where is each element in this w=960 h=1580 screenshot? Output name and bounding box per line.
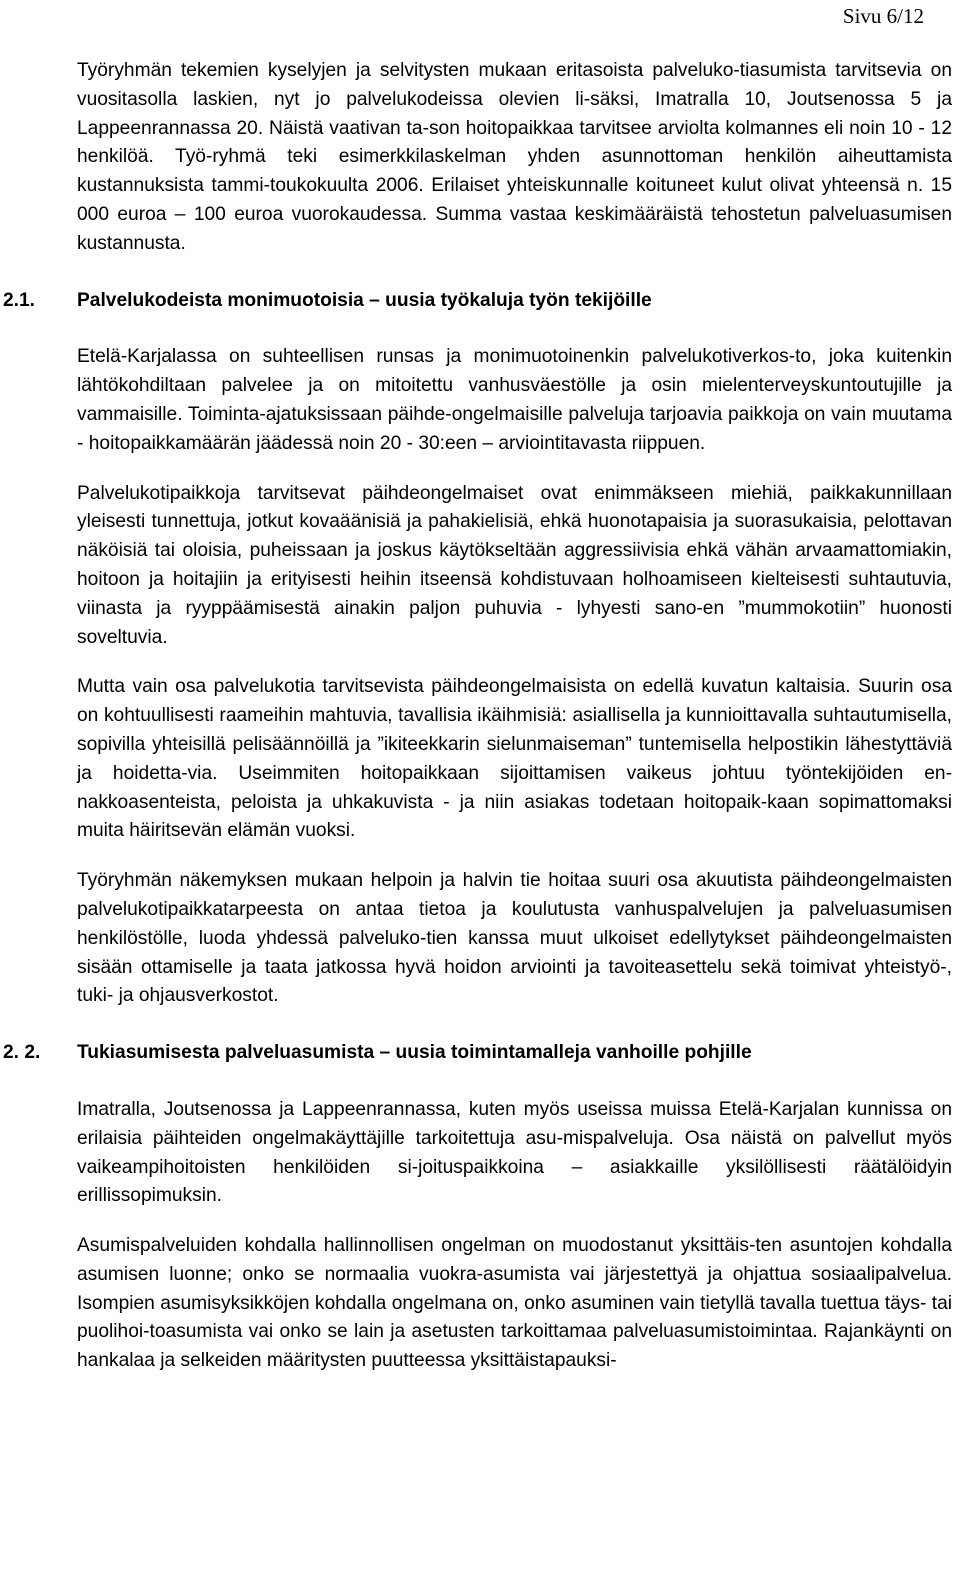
page-number: Sivu 6/12 bbox=[842, 4, 924, 28]
section-title: Tukiasumisesta palveluasumista – uusia toimintamalleja vanhoille pohjille bbox=[77, 1042, 752, 1064]
body-paragraph: Etelä-Karjalassa on suhteellisen runsas ja monimuotoinenkin palvelukotiverkos-to, joka kuitenkin lähtökohdiltaan palvelee ja on mitoitettu vanhusväestölle ja osin mielenterveyskuntoutujille ja vammaisille. Toiminta-ajatuksissaan päihde-ongelmaisille palveluja tarjoavia paikkoja on vain muutama - hoitopaikkamäärän jäädessä noin 20 - 30:een – arviointitavasta riippuen. bbox=[77, 346, 952, 454]
section-number: 2. 2. bbox=[3, 1042, 41, 1064]
document-body bbox=[3, 57, 952, 1376]
section-title: Palvelukodeista monimuotoisia – uusia työkaluja työn tekijöille bbox=[77, 289, 652, 311]
body-paragraph: Imatralla, Joutsenossa ja Lappeenrannassa, kuten myös useissa muissa Etelä-Karjalan kunnissa on erilaisia päihteiden ongelmakäyttäjille tarkoitettuja asu-mispalveluja. Osa näistä on palvellut myös vaikeampihoitoisten henkilöiden si-joituspaikkoina – asiakkaille yksilöllisesti räätälöidyin erillissopimuksin. bbox=[77, 1098, 952, 1207]
body-paragraph: Työryhmän näkemyksen mukaan helpoin ja halvin tie hoitaa suuri osa akuutista päihdeongelmaisten palvelukotipaikkatarpeesta on antaa tietoa ja koulutusta vanhuspalvelujen ja palveluasumisen henkilöstölle, luoda yhdessä palveluko-tien kanssa muut ulkoiset edellytykset päihdeongelmaisten sisään ottamiselle ja taata jatkossa hyvä hoidon arviointi ja tavoiteasettelu sekä toimivat yhteistyö-, tuki- ja ohjausverkostot. bbox=[77, 870, 952, 1007]
section-heading-2-1 bbox=[3, 287, 952, 316]
intro-paragraph: Työryhmän tekemien kyselyjen ja selvitysten mukaan eritasoista palveluko-tiasumista tarvitsevia on vuositasolla laskien, nyt jo palvelukodeissa olevien li-säksi, Imatralla 10, Joutsenossa 5 ja Lappeenrannassa 20. Näistä vaativan ta-son hoitopaikkaa tarvitsee arviolta kolmannes eli noin 10 - 12 henkilöä. Työ-ryhmä teki esimerkkilaskelman yhden asunnottoman henkilön aiheuttamista kustannuksista tammi-toukokuulta 2006. Erilaiset yhteiskunnalle koituneet kulut olivat yhteensä n. 15 000 euroa – 100 euroa vuorokaudessa. Summa vastaa keskimääräistä tehostetun palveluasumisen kustannusta. bbox=[77, 60, 952, 254]
body-paragraph: Palvelukotipaikkoja tarvitsevat päihdeongelmaiset ovat enimmäkseen miehiä, paikkakunnillaan yleisesti tunnettuja, jotkut kovaäänisiä ja pahakielisiä, ehkä huonotapaisia ja suorasukaisia, pelottavan näköisiä tai oloisia, puheissaan ja joskus käytökseltään aggressiivisia ehkä vähän arvaamattomiakin, hoitoon ja hoitajiin ja erityisesti heihin itseensä kohdistuvaan holhoamiseen kielteisesti suhtautuvia, viinasta ja ryyppäämisestä ainakin paljon puhuvia - lyhyesti sano-en ”mummokotiin” huonosti soveltuvia. bbox=[77, 482, 952, 648]
body-paragraph: Mutta vain osa palvelukotia tarvitsevista päihdeongelmaisista on edellä kuvatun kaltaisia. Suurin osa on kohtuullisesti raameihin mahtuvia, tavallisia ikäihmisiä: asiallisella ja kunnioittavalla suhtautumisella, sopivilla yhteisillä pelisäännöillä ja ”ikiteekkarin sielunmaiseman” tuntemisella helpostikin lähestyttäviä ja hoidetta-via. Useimmiten hoitopaikkaan sijoittamisen vaikeus johtuu työntekijöiden en-nakkoasenteista, peloista ja uhkakuvista - ja niin asiakas todetaan hoitopaik-kaan sopimattomaksi muita häiritsevän elämän vuoksi. bbox=[77, 676, 952, 842]
section-number: 2.1. bbox=[3, 289, 36, 311]
section-heading-2-2 bbox=[3, 1039, 952, 1068]
body-paragraph: Asumispalveluiden kohdalla hallinnollisen ongelman on muodostanut yksittäis-ten asuntojen kohdalla asumisen luonne; onko se normaalia vuokra-asumista vai järjestettyä ja ohjattua sosiaalipalvelua. Isompien asumisyksikköjen kohdalla ongelmana on, onko asuminen vain tietyllä tavalla tuettua täys- tai puolihoi-toasumista vai onko se lain ja asetusten tarkoittamaa palveluasumistoimintaa. Rajankäynti on hankalaa ja selkeiden määritysten puutteessa yksittäistapauksi- bbox=[77, 1235, 952, 1372]
